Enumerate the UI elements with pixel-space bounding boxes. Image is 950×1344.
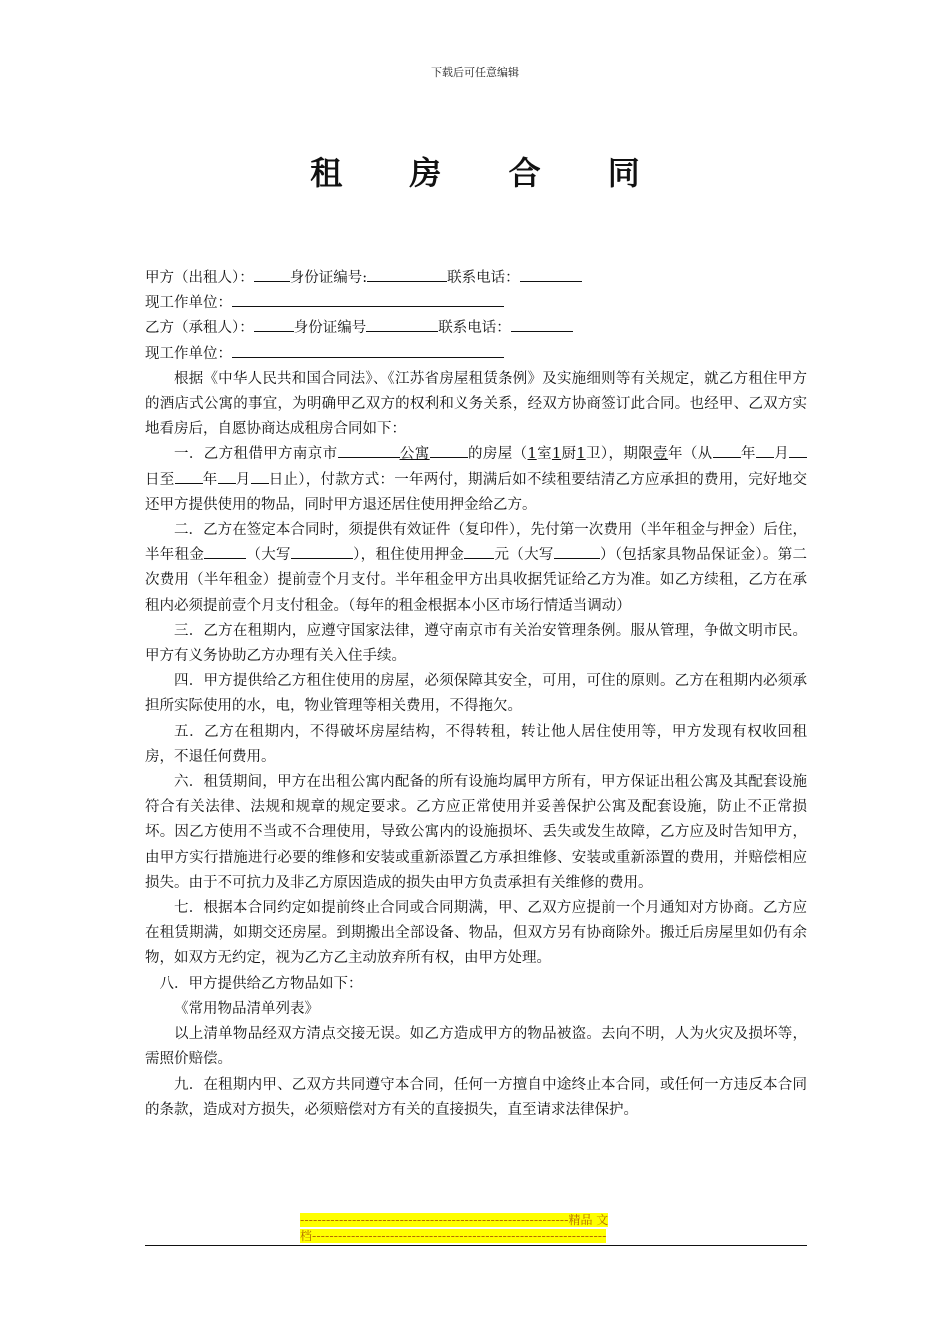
clause-1-text-j: 年 [202,471,218,488]
item-list-title: 《常用物品清单列表》 [174,1000,319,1017]
clause-1-start-month[interactable] [756,443,774,458]
party-a-work-field[interactable] [232,292,504,307]
party-a-phone-label: 联系电话： [447,270,520,286]
party-a-id-field[interactable] [367,267,447,282]
party-a-label: 甲方（出租人）： [145,270,254,286]
footer-watermark [300,1212,650,1244]
clause-2-deposit-words-field[interactable] [554,544,600,559]
party-b-work-line [145,342,807,367]
clause-1-start-year[interactable] [713,443,741,458]
party-b-line [145,316,807,341]
party-a-name-field[interactable] [254,267,290,282]
clause-2-rent-words-field[interactable] [291,544,353,559]
party-b-work-field[interactable] [232,343,504,358]
clause-1-blank-1[interactable] [338,443,400,458]
party-a-line [145,266,807,291]
clause-9: 九．在租期内甲、乙双方共同遵守本合同，任何一方擅自中途终止本合同，或任何一方违反本合同的条款，造成对方损失，必须赔偿对方有关的直接损失，直至请求法律保护。 [145,1076,807,1118]
clause-1-end-day[interactable] [251,469,269,484]
party-b-phone-label: 联系电话： [438,320,511,337]
clause-1-end-month[interactable] [218,469,236,484]
clause-5: 五．乙方在租期内，不得破坏房屋结构，不得转租，转让他人居住使用等，甲方发现有权收回租房，不退任何费用。 [145,723,807,765]
party-a-id-label: 身份证编号: [289,270,368,286]
clause-6: 六．租赁期间，甲方在出租公寓内配备的所有设施均属甲方所有，甲方保证出租公寓及其配套设施符合有关法律、法规和规章的规定要求。乙方应正常使用并妥善保护公寓及配套设施，防止不正常损坏。因乙方使用不当或不合理使用，导致公寓内的设施损坏、丢失或发生故障，乙方应及时告知甲方，由甲方实行措施进行必要的维修和安装或重新添置乙方承担维修、安装或重新添置的费用，并赔偿相应损失。由于不可抗力及非乙方原因造成的损失由甲方负责承担有关维修的费用。 [145,774,807,891]
clause-1-ting: 1 [551,446,562,463]
clause-1-end-year[interactable] [175,469,203,484]
clause-1-shi: 1 [527,446,537,463]
clause-1-text-i: 日至 [145,471,175,488]
after-list-paragraph: 以上清单物品经双方清点交接无误。如乙方造成甲方的物品被盗。去向不明，人为火灾及损坏等，需照价赔偿。 [145,1026,807,1068]
contract-body [145,266,807,1123]
clause-1-text-c: 室 [536,446,552,463]
clause-1-start-day[interactable] [789,443,807,458]
contract-title: 租 房 合 同 [310,154,668,192]
clause-1-term: 壹 [653,446,668,463]
clause-1-text-d: 厨 [561,446,577,463]
footer-divider [145,1245,807,1246]
clause-2 [145,518,807,619]
party-b-id-field[interactable] [366,317,438,332]
clause-2-rent-field[interactable] [204,544,246,559]
party-b-phone-field[interactable] [511,317,573,332]
party-b-label: 乙方（承租人）： [145,320,254,337]
clause-4: 四．甲方提供给乙方租住使用的房屋，必须保障其安全，可用，可住的原则。乙方在租期内必须承担所实际使用的水，电，物业管理等相关费用，不得拖欠。 [145,673,807,715]
clause-1-text-e: 卫），期限 [585,446,654,463]
party-a-work-label: 现工作单位： [145,295,232,312]
clause-3: 三．乙方在租期内，应遵守国家法律，遵守南京市有关治安管理条例。服从管理，争做文明市民。甲方有义务协助乙方办理有关入住手续。 [145,622,807,665]
clause-7: 七．根据本合同约定如提前终止合同或合同期满，甲、乙双方应提前一个月通知对方协商。乙方应在租赁期满，如期交还房屋。到期搬出全部设备、物品，但双方另有协商除外。搬迁后房屋里如仍有余物，如双方无约定，视为乙方乙主动放弃所有权，由甲方处理。 [145,900,807,967]
clause-8: 八．甲方提供给乙方物品如下： [159,975,363,992]
clause-1-wei: 1 [576,446,586,463]
footer-line-1: --------------------------------------------------------------精品 文 [300,1213,609,1227]
page-header: 下载后可任意编辑 [431,66,519,79]
clause-2-text-e: ）（包括家具物品保证金）。第二次费用（半年租金）提前壹个月支付。半年租金甲方出具收据凭证给乙方为准。如乙方续租，乙方在承租内必须提前壹个月支付租金。（每年的租金根据本小区市场行情适当调动） [145,547,808,614]
party-b-name-field[interactable] [254,317,294,332]
clause-1-text-b: 的房屋（ [467,446,528,463]
clause-1-gongyu: 公寓 [399,446,430,463]
party-a-phone-field[interactable] [520,267,582,282]
clause-2-deposit-field[interactable] [464,544,494,559]
clause-2-text-b: （大写 [246,547,291,564]
clause-1-text-f: 年（从 [667,446,713,463]
party-b-work-label: 现工作单位： [145,345,232,362]
clause-1-text-k: 月 [235,471,251,488]
party-b-id-label: 身份证编号 [293,320,367,337]
footer-line-2: 档-------------------------------------------------------------------- [300,1229,607,1243]
party-a-work-line [145,291,807,316]
intro-paragraph: 根据《中华人民共和国合同法》、《江苏省房屋租赁条例》及实施细则等有关规定，就乙方租住甲方的酒店式公寓的事宜，为明确甲乙双方的权利和义务关系，经双方协商签订此合同。也经甲、乙双方实地看房后，自愿协商达成租房合同如下： [145,370,807,438]
clause-1 [145,442,807,518]
clause-2-text-d: 元（大写 [494,547,554,564]
clause-1-text-a: 一．乙方租借甲方南京市 [174,446,338,463]
clause-1-text-l: 日止），付款方式：一年两付，期满后如不续租要结清乙方应承担的费用，完好地交还甲方提供使用的物品，同时甲方退还居住使用押金给乙方。 [145,471,807,513]
clause-1-blank-2[interactable] [430,443,468,458]
clause-1-text-h: 月 [773,446,790,463]
clause-2-text-a: 二．乙方在签定本合同时，须提供有效证件（复印件），先付第一次费用（半年租金与押金）后住，半年租金 [145,522,807,564]
clause-1-text-g: 年 [740,446,756,463]
clause-2-text-c: ），租住使用押金 [352,547,465,564]
